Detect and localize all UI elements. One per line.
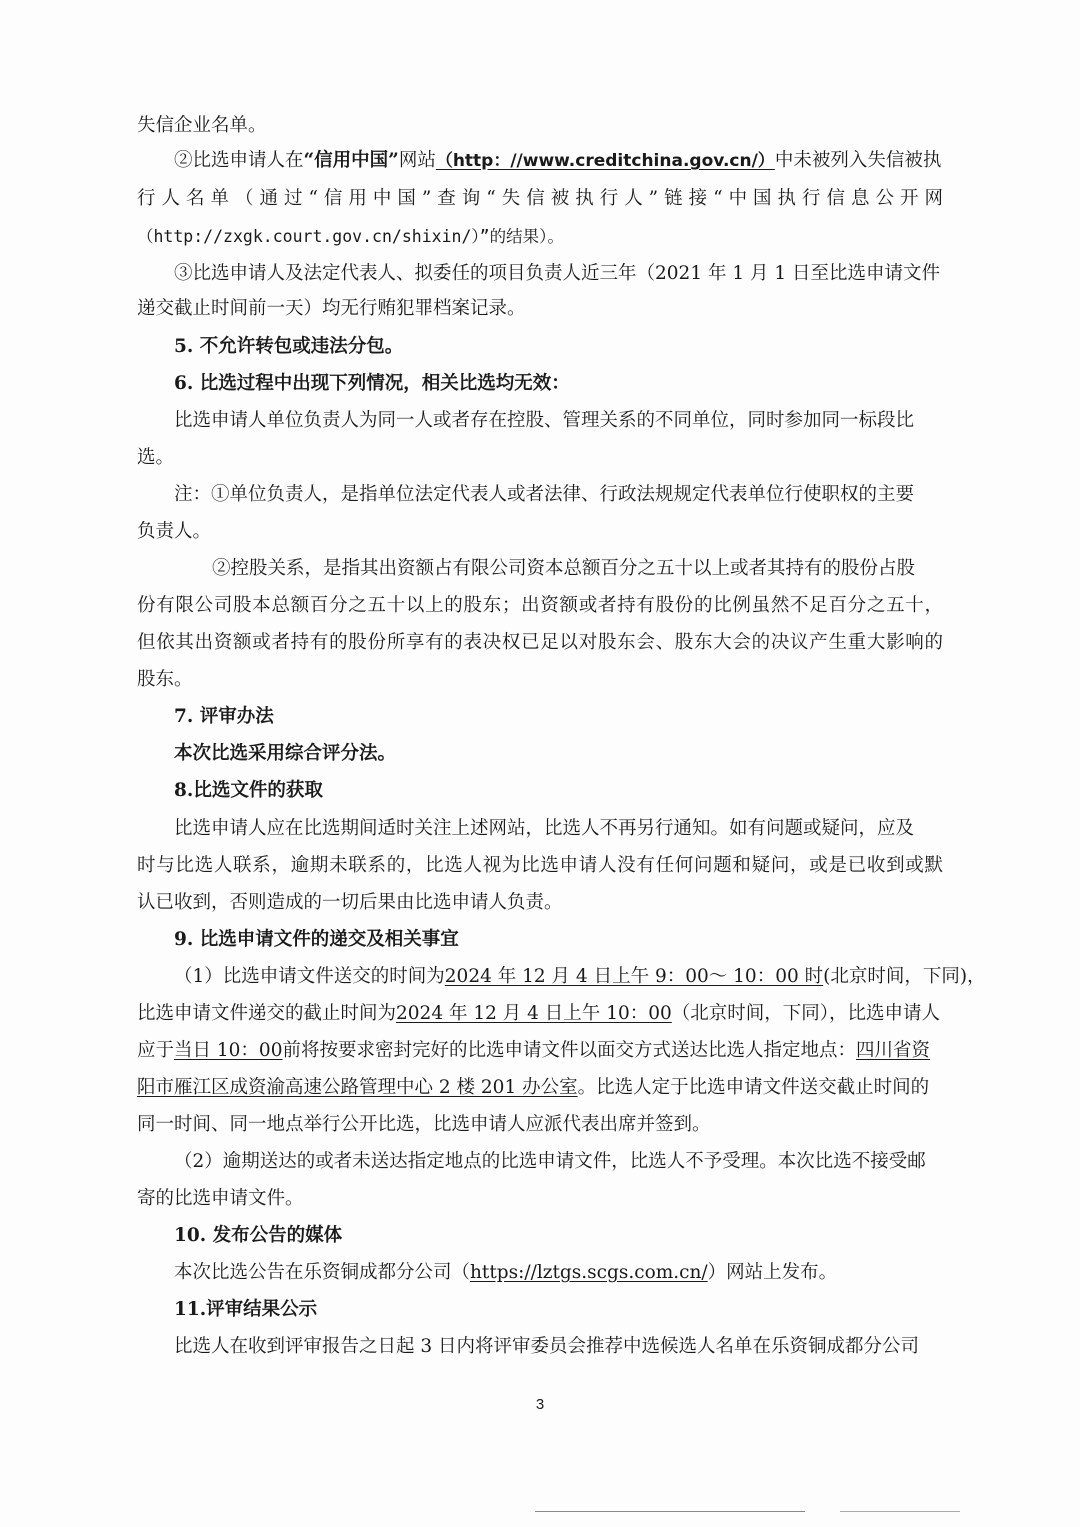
text-line: 本次比选公告在乐资铜成都分公司（https://lztgs.scgs.com.cn/）网站上发布。: [174, 1262, 838, 1283]
text-line: 选。: [137, 447, 175, 468]
text-line: 失信企业名单。: [137, 115, 267, 136]
text-line: 比选申请人应在比选期间适时关注上述网站，比选人不再另行通知。如有问题或疑问，应及: [174, 818, 915, 839]
page-number: 3: [535, 1396, 545, 1413]
section-heading: 7. 评审办法: [174, 706, 274, 727]
creditchina-link[interactable]: （http：//www.creditchina.gov.cn/）: [435, 151, 775, 171]
text-line: 递交截止时间前一天）均无行贿犯罪档案记录。: [137, 298, 526, 319]
scan-artifact: [535, 1511, 805, 1512]
text-line: 负责人。: [137, 521, 212, 542]
text-line: 比选人在收到评审报告之日起 3 日内将评审委员会推荐中选候选人名单在乐资铜成都分公司: [174, 1336, 920, 1357]
text-line: 份有限公司股本总额百分之五十以上的股东；出资额或者持有股份的比例虽然不足百分之五十，: [137, 595, 943, 616]
text-line: （http://zxgk.court.gov.cn/shixin/）”的结果）。: [137, 227, 564, 246]
section-heading: 10. 发布公告的媒体: [174, 1225, 343, 1246]
text-line: （2）逾期送达的或者未送达指定地点的比选申请文件，比选人不予受理。本次比选不接受邮: [174, 1151, 926, 1172]
section-heading: 9. 比选申请文件的递交及相关事宜: [174, 929, 459, 950]
section-heading: 5. 不允许转包或违法分包。: [174, 336, 404, 357]
text-line: ②比选申请人在“信用中国”网站（http：//www.creditchina.gov.cn/）中未被列入失信被执: [174, 150, 942, 171]
text-line: 认已收到，否则造成的一切后果由比选申请人负责。: [137, 892, 563, 913]
section-heading: 6. 比选过程中出现下列情况，相关比选均无效：: [174, 373, 570, 394]
scan-artifact: [840, 1511, 960, 1512]
text-line: ③比选申请人及法定代表人、拟委任的项目负责人近三年（2021 年 1 月 1 日至比选申请文件: [174, 263, 941, 284]
text-line: 阳市雁江区成资渝高速公路管理中心 2 楼 201 办公室。比选人定于比选申请文件送交截止时间的: [137, 1077, 930, 1098]
section-heading: 8.比选文件的获取: [174, 780, 323, 801]
note-line: ②控股关系，是指其出资额占有限公司资本总额百分之五十以上或者其持有的股份占股: [212, 558, 916, 579]
text-line: 但依其出资额或者持有的股份所享有的表决权已足以对股东会、股东大会的决议产生重大影响的: [137, 632, 943, 653]
text-line: 比选申请人单位负责人为同一人或者存在控股、管理关系的不同单位，同时参加同一标段比: [174, 410, 915, 431]
text-line: 寄的比选申请文件。: [137, 1188, 304, 1209]
text-line: 比选申请文件递交的截止时间为2024 年 12 月 4 日上午 10：00（北京时间，下同），比选申请人: [137, 1003, 941, 1024]
text-line: 本次比选采用综合评分法。: [174, 743, 397, 764]
note-line: 注：①单位负责人，是指单位法定代表人或者法律、行政法规规定代表单位行使职权的主要: [174, 484, 915, 505]
text-line: 同一时间、同一地点举行公开比选，比选申请人应派代表出席并签到。: [137, 1114, 711, 1135]
text-line: （1）比选申请文件送交的时间为2024 年 12 月 4 日上午 9：00～ 10：00 时(北京时间，下同)，: [174, 966, 986, 987]
text-line: 股东。: [137, 669, 193, 690]
text-line: 时与比选人联系，逾期未联系的，比选人视为比选申请人没有任何问题和疑问，或是已收到或默: [137, 855, 943, 876]
text-line: 应于当日 10：00前将按要求密封完好的比选申请文件以面交方式送达比选人指定地点：四川省资: [137, 1040, 931, 1061]
section-heading: 11.评审结果公示: [174, 1299, 318, 1320]
text-line: 行人名单（通过“信用中国”查询“失信被执行人”链接“中国执行信息公开网: [137, 188, 943, 209]
lztgs-link[interactable]: https://lztgs.scgs.com.cn/: [470, 1262, 708, 1283]
